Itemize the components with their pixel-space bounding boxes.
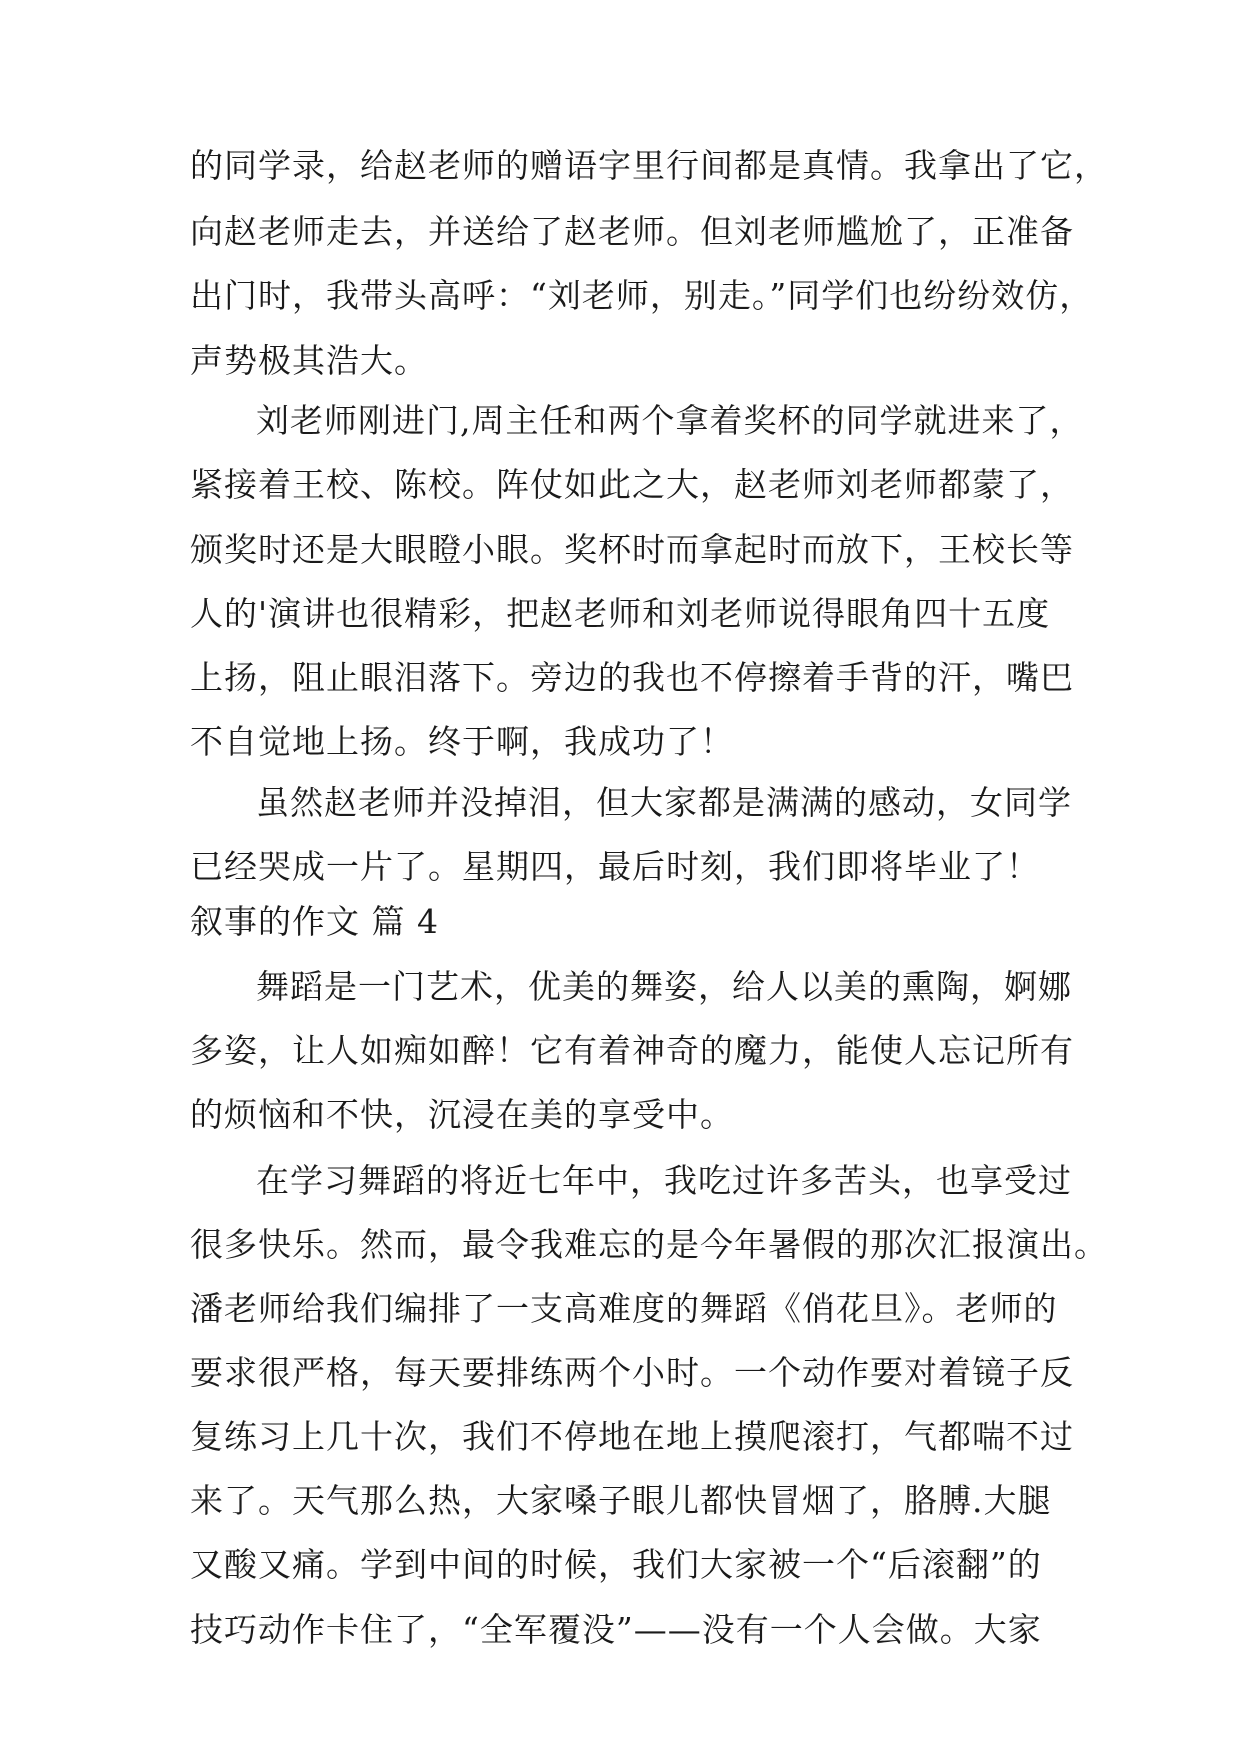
text-line: 潘老师给我们编排了一支高难度的舞蹈《俏花旦》。老师的 [190, 1289, 1058, 1328]
text-line: 又酸又痛。学到中间的时候，我们大家被一个“后滚翻”的 [190, 1545, 1042, 1584]
text-line: 声势极其浩大。 [190, 341, 428, 380]
text-line: 多姿，让人如痴如醉！它有着神奇的魔力，能使人忘记所有 [190, 1031, 1074, 1070]
text-line: 要求很严格，每天要排练两个小时。一个动作要对着镜子反 [190, 1353, 1074, 1392]
text-line: 向赵老师走去，并送给了赵老师。但刘老师尴尬了，正准备 [190, 212, 1074, 251]
text-line: 紧接着王校、陈校。阵仗如此之大，赵老师刘老师都蒙了， [190, 465, 1074, 504]
text-line: 上扬，阻止眼泪落下。旁边的我也不停擦着手背的汗，嘴巴 [190, 658, 1074, 697]
text-line: 的烦恼和不快，沉浸在美的享受中。 [190, 1095, 734, 1134]
paragraph-first-line: 虽然赵老师并没掉泪，但大家都是满满的感动，女同学 [256, 783, 1072, 822]
text-line: 出门时，我带头高呼：“刘老师，别走。”同学们也纷纷效仿， [190, 276, 1094, 315]
text-line: 很多快乐。然而，最令我难忘的是今年暑假的那次汇报演出。 [190, 1225, 1108, 1264]
text-line: 人的'演讲也很精彩，把赵老师和刘老师说得眼角四十五度 [190, 594, 1051, 633]
text-line: 颁奖时还是大眼瞪小眼。奖杯时而拿起时而放下，王校长等 [190, 530, 1074, 569]
text-line: 来了。天气那么热，大家嗓子眼儿都快冒烟了，胳膊.大腿 [190, 1481, 1052, 1520]
section-heading: 叙事的作文 篇 4 [190, 902, 439, 941]
text-line: 的同学录，给赵老师的赠语字里行间都是真情。我拿出了它， [190, 146, 1108, 185]
paragraph-first-line: 在学习舞蹈的将近七年中，我吃过许多苦头，也享受过 [256, 1161, 1072, 1200]
text-line: 已经哭成一片了。星期四，最后时刻，我们即将毕业了！ [190, 847, 1040, 886]
text-line: 技巧动作卡住了，“全军覆没”——没有一个人会做。大家 [190, 1610, 1042, 1649]
text-line: 不自觉地上扬。终于啊，我成功了！ [190, 722, 734, 761]
text-line: 复练习上几十次，我们不停地在地上摸爬滚打，气都喘不过 [190, 1417, 1074, 1456]
paragraph-first-line: 舞蹈是一门艺术，优美的舞姿，给人以美的熏陶，婀娜 [256, 967, 1072, 1006]
paragraph-first-line: 刘老师刚进门,周主任和两个拿着奖杯的同学就进来了， [256, 401, 1084, 440]
